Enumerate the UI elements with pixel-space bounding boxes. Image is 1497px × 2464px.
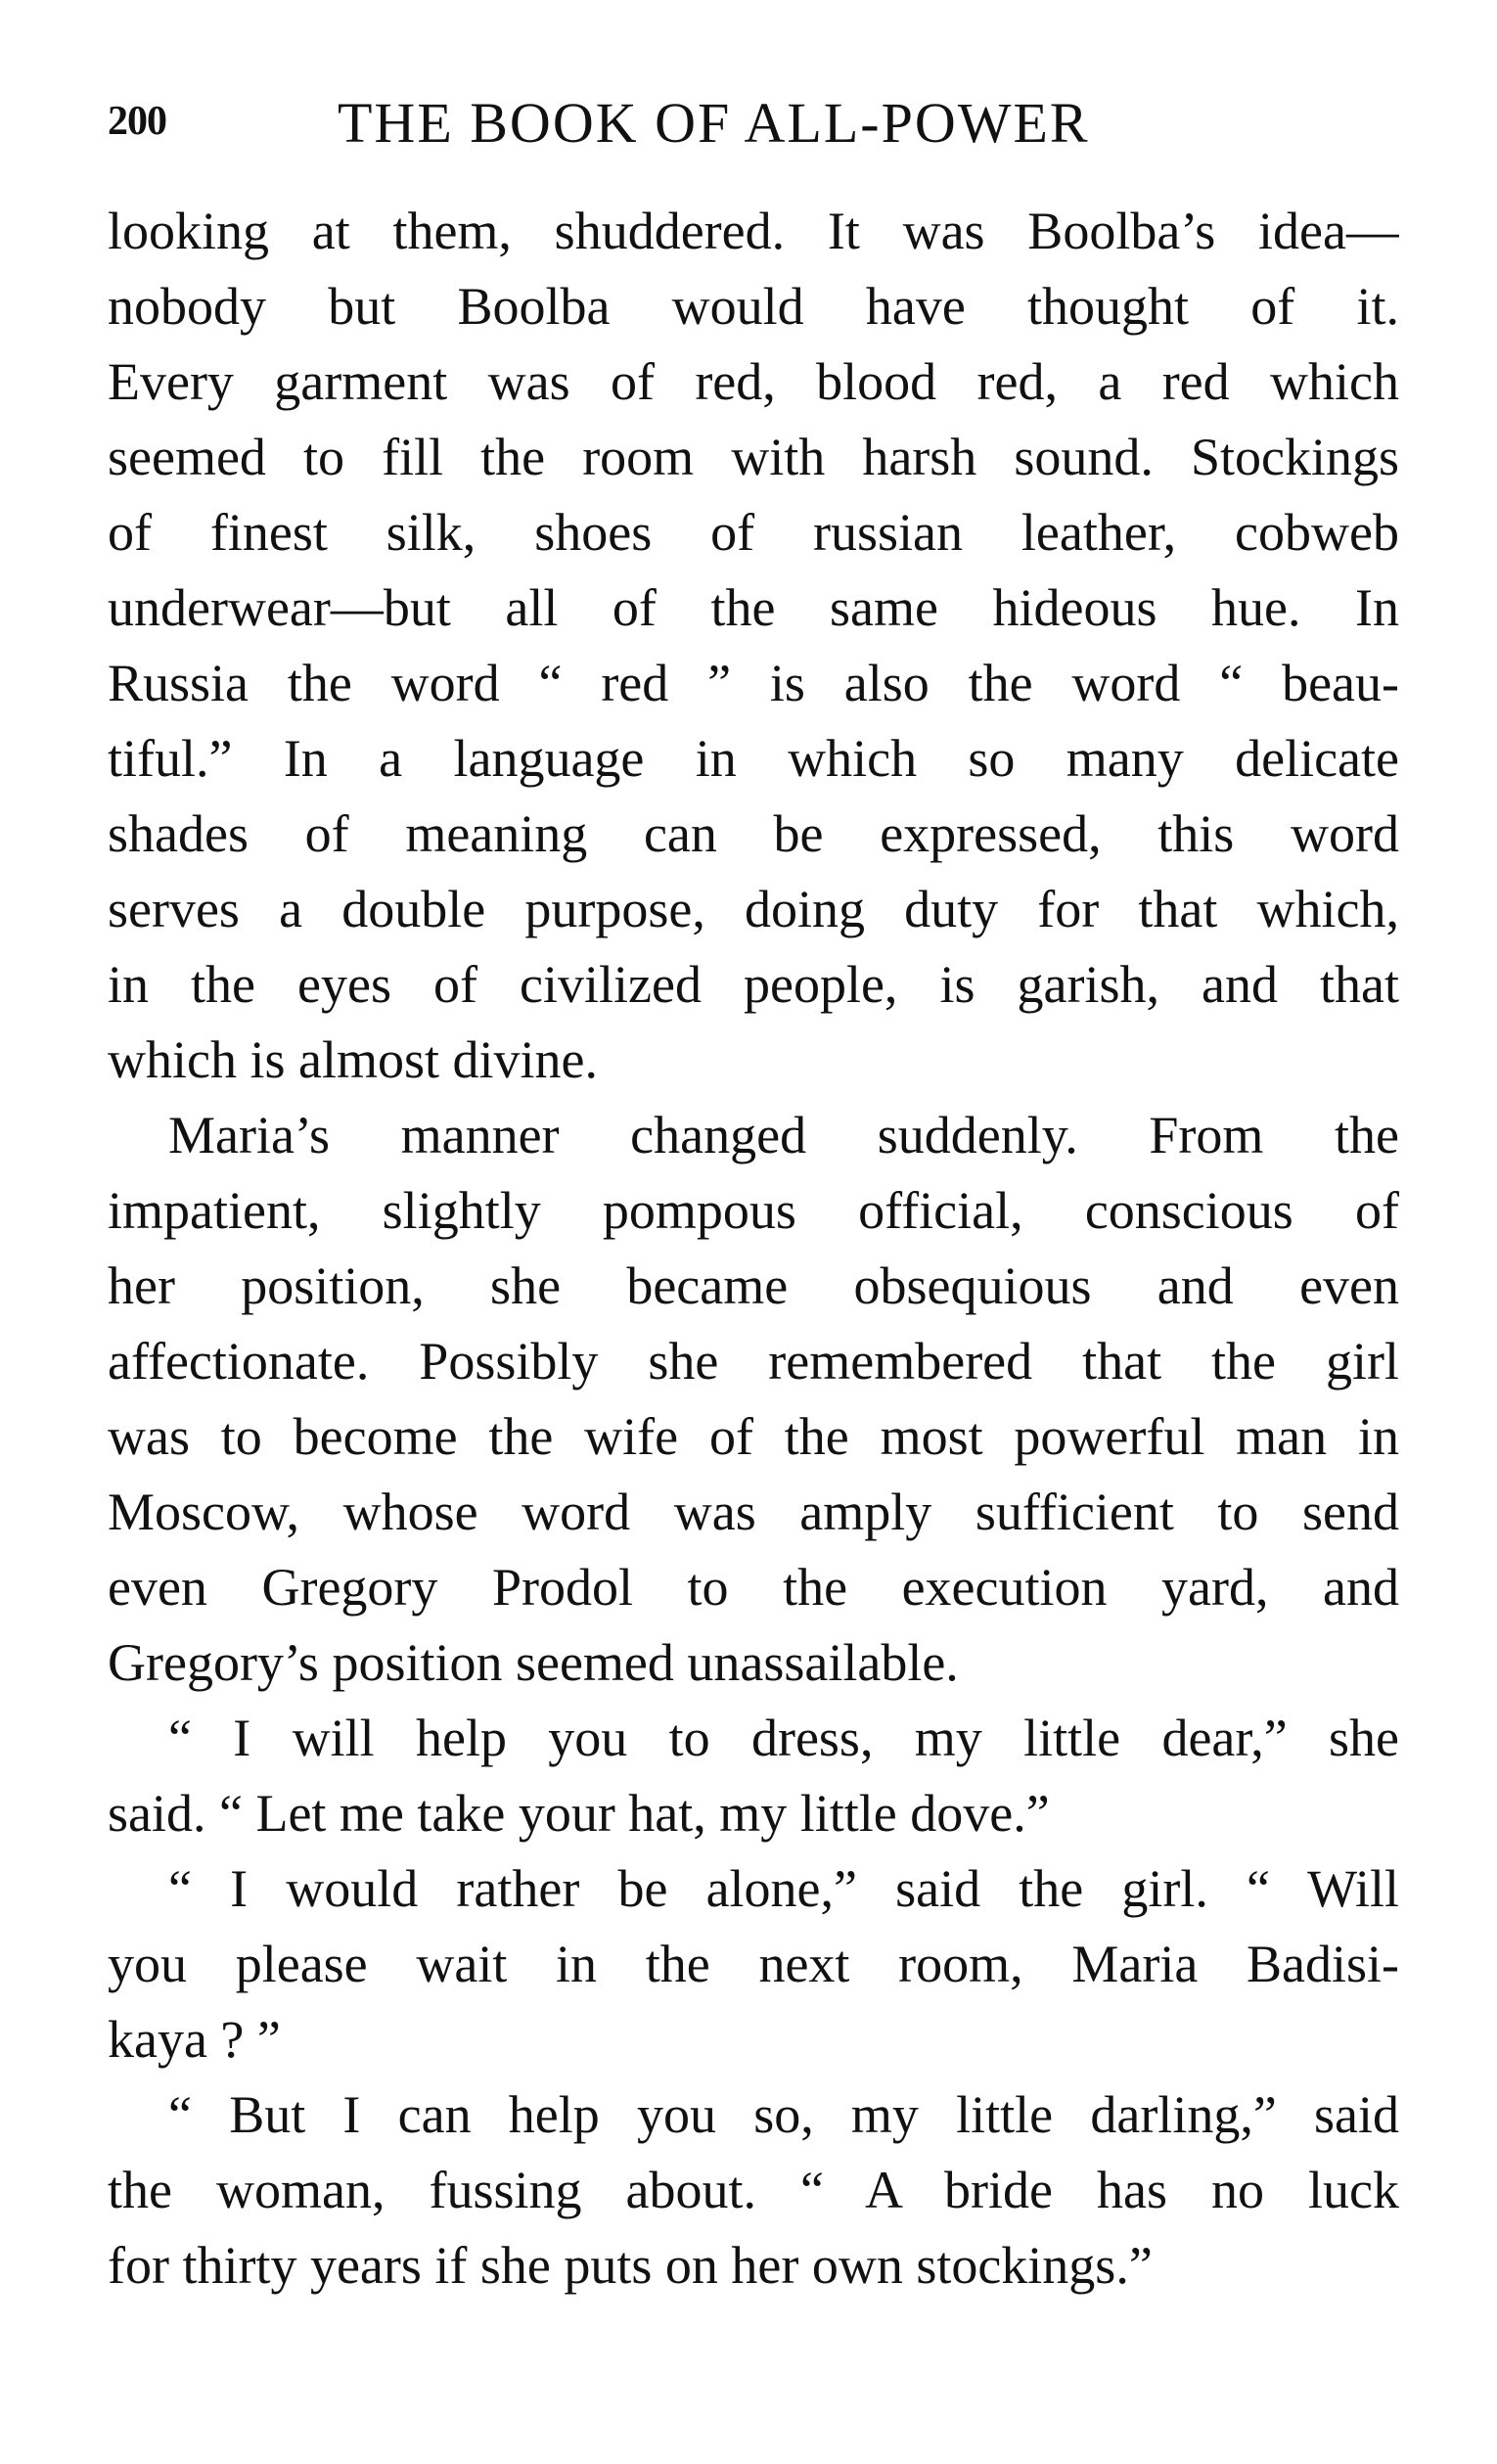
paragraph: [108, 1851, 1399, 2077]
text-line: was to become the wife of the most powerful man in: [108, 1407, 1399, 1466]
text-line: you please wait in the next room, Maria Badisi-: [108, 1935, 1399, 1993]
paragraph: [108, 2077, 1399, 2304]
text-line: in the eyes of civilized people, is garish, and that: [108, 955, 1399, 1014]
text-line: her position, she became obsequious and even: [108, 1256, 1399, 1315]
text-line: affectionate. Possibly she remembered that the girl: [108, 1332, 1399, 1391]
text-line: serves a double purpose, doing duty for that which,: [108, 880, 1399, 938]
page-header: [108, 90, 1399, 159]
text-line: Maria’s manner changed suddenly. From the: [168, 1106, 1399, 1164]
text-line: impatient, slightly pompous official, conscious of: [108, 1181, 1399, 1240]
text-line: tiful.” In a language in which so many delicate: [108, 729, 1399, 788]
text-line: underwear—but all of the same hideous hue. In: [108, 578, 1399, 637]
text-line: Russia the word “ red ” is also the word “ beau-: [108, 654, 1399, 712]
paragraph: [108, 1098, 1399, 1701]
text-line: kaya ? ”: [108, 2010, 281, 2069]
running-title: THE BOOK OF ALL-POWER: [338, 91, 1090, 155]
text-line: Gregory’s position seemed unassailable.: [108, 1633, 959, 1692]
paragraph: [108, 1701, 1399, 1851]
text-line: for thirty years if she puts on her own stockings.”: [108, 2236, 1153, 2295]
page-number: 200: [108, 99, 166, 144]
text-line: even Gregory Prodol to the execution yard, and: [108, 1558, 1399, 1617]
text-line: of finest silk, shoes of russian leather, cobweb: [108, 503, 1399, 562]
paragraph: [108, 194, 1399, 1098]
text-line: nobody but Boolba would have thought of it.: [108, 277, 1399, 336]
text-line: “ I would rather be alone,” said the girl. “ Will: [168, 1859, 1399, 1918]
text-line: “ I will help you to dress, my little dear,” she: [168, 1709, 1399, 1767]
body-text: [108, 194, 1399, 2304]
text-line: “ But I can help you so, my little darling,” said: [168, 2085, 1399, 2144]
text-line: Moscow, whose word was amply sufficient to send: [108, 1483, 1399, 1541]
text-line: Every garment was of red, blood red, a red which: [108, 352, 1399, 411]
text-line: the woman, fussing about. “ A bride has no luck: [108, 2161, 1399, 2219]
text-line: looking at them, shuddered. It was Boolba’s idea—: [108, 202, 1399, 260]
text-line: said. “ Let me take your hat, my little dove.”: [108, 1784, 1050, 1843]
text-line: seemed to fill the room with harsh sound. Stockings: [108, 428, 1399, 486]
text-line: which is almost divine.: [108, 1030, 598, 1089]
text-line: shades of meaning can be expressed, this word: [108, 804, 1399, 863]
